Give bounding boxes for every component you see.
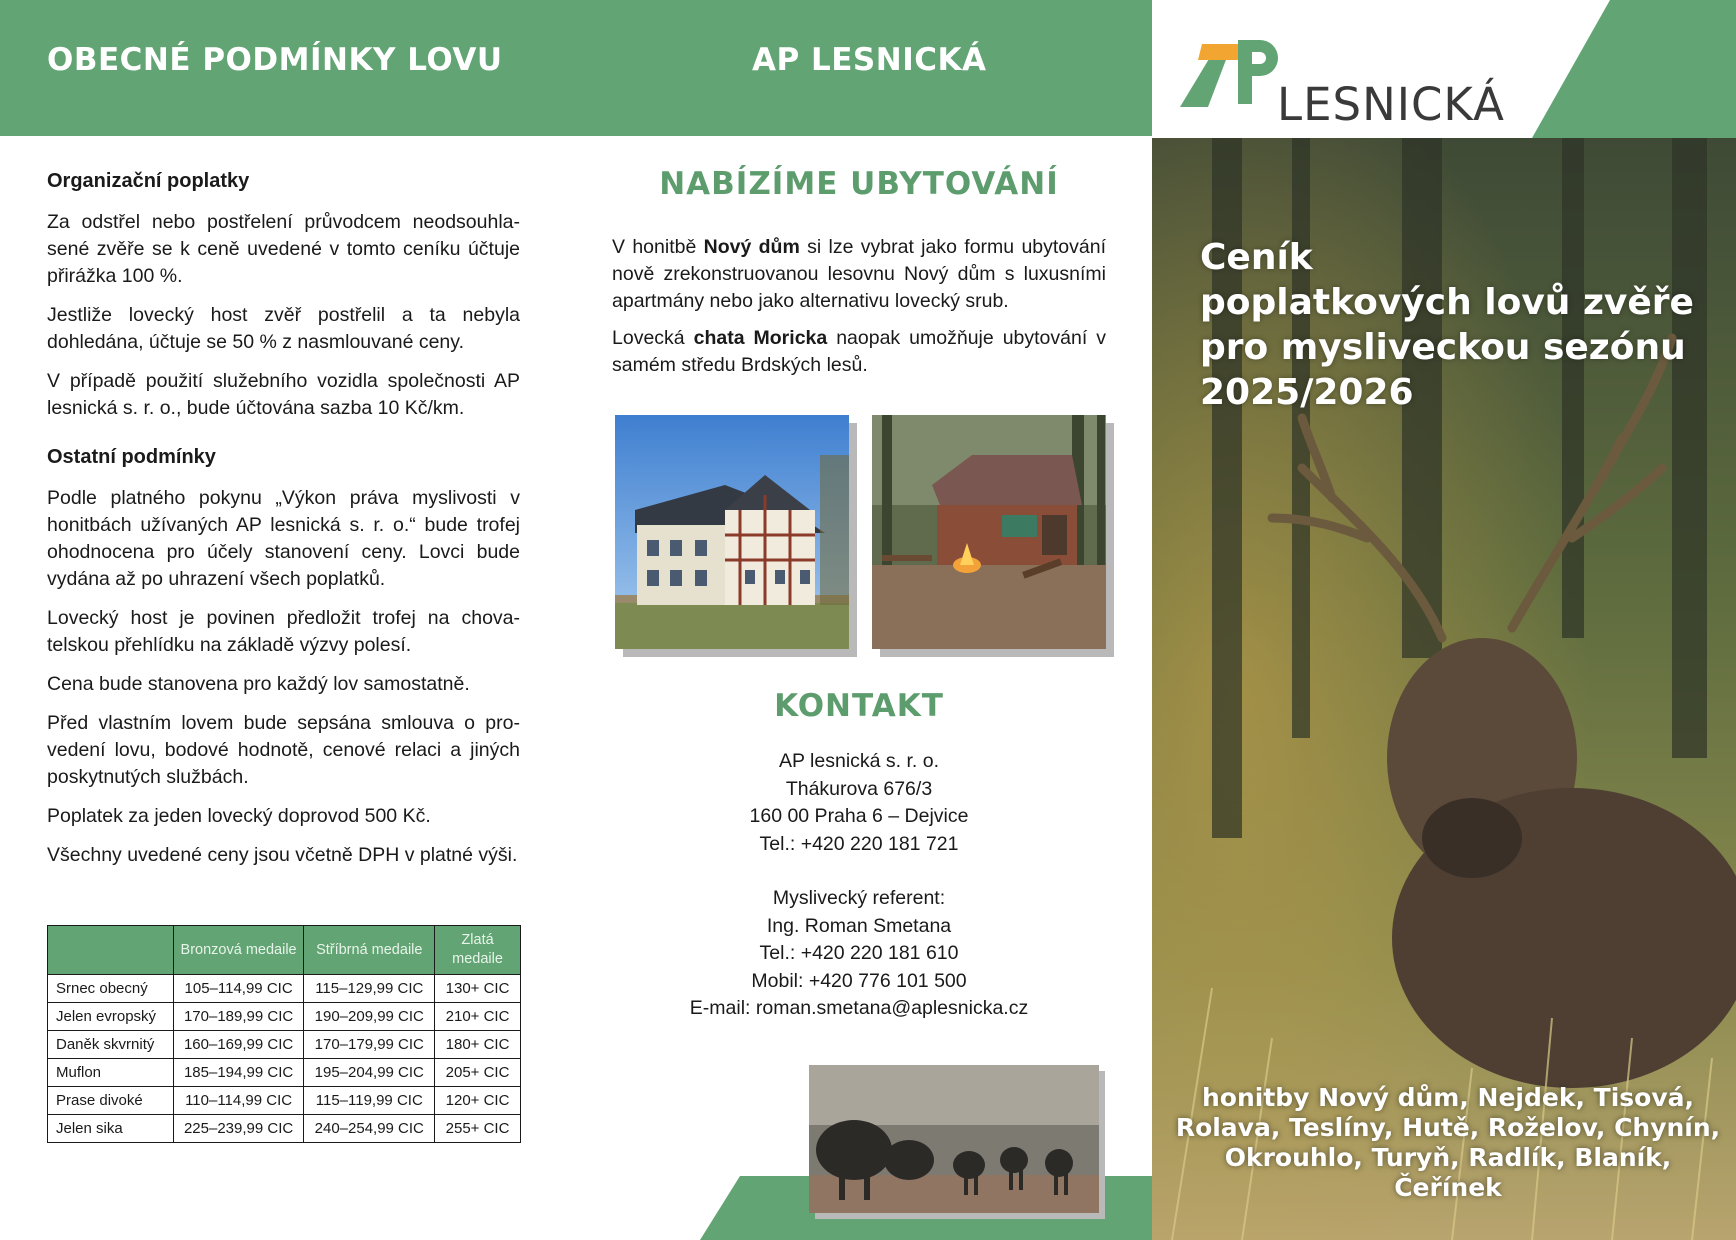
- table-cell: 160–169,99 CIC: [173, 1031, 304, 1059]
- referent-mobile: Mobil: +420 776 101 500: [751, 969, 967, 992]
- cover-title: [1200, 235, 1720, 415]
- table-cell: 210+ CIC: [435, 1003, 521, 1031]
- cover-title-line: 2025/2026: [1200, 372, 1414, 413]
- table-row: [48, 1031, 521, 1059]
- table-header-cell: Zlatá medaile: [435, 926, 521, 975]
- logo-wordmark: LESNICKÁ: [1277, 78, 1505, 131]
- middle-panel-title: AP LESNICKÁ: [752, 42, 987, 78]
- referent-label: Myslivecký referent:: [772, 887, 946, 909]
- table-cell: 120+ CIC: [435, 1087, 521, 1115]
- paragraph: Cena bude stanovena pro každý lov samostatně.: [47, 673, 470, 695]
- city-address: 160 00 Praha 6 – Dejvice: [749, 805, 969, 827]
- cabin-photo: [872, 415, 1106, 649]
- table-cell: 185–194,99 CIC: [173, 1059, 304, 1087]
- paragraph: Před vlastním lovem bude sepsána smlouva o pro-vedení lovu, bodové hodnotě, cenové relaci a jiných poskytnutých službách.: [47, 712, 520, 788]
- table-cell: 240–254,99 CIC: [304, 1115, 435, 1143]
- company-logo: [1180, 32, 1290, 117]
- contact-heading-wrap: [612, 688, 1106, 724]
- table-cell: Muflon: [48, 1059, 174, 1087]
- table-cell: 105–114,99 CIC: [173, 975, 304, 1003]
- company-phone: Tel.: +420 220 181 721: [759, 832, 959, 855]
- table-cell: 180+ CIC: [435, 1031, 521, 1059]
- left-panel-title: OBECNÉ PODMÍNKY LOVU: [47, 42, 503, 78]
- wild-boar-photo: [809, 1065, 1099, 1213]
- paragraph: Jestliže lovecký host zvěř postřelil a ta nebyla dohledána, účtuje se 50 % z nasmlouvané ceny.: [47, 304, 520, 353]
- contact-block: [612, 748, 1106, 1023]
- table-row: [48, 1003, 521, 1031]
- table-cell: 170–189,99 CIC: [173, 1003, 304, 1031]
- table-cell: 255+ CIC: [435, 1115, 521, 1143]
- paragraph: V případě použití služebního vozidla společnosti AP lesnická s. r. o., bude účtována sazba 10 Kč/km.: [47, 370, 520, 419]
- table-row: [48, 975, 521, 1003]
- company-name: AP lesnická s. r. o.: [778, 750, 940, 772]
- paragraph: Lovecký host je povinen předložit trofej na chova-telskou přehlídku na základě výzvy polesí.: [47, 607, 520, 656]
- table-cell: 225–239,99 CIC: [173, 1115, 304, 1143]
- table-cell: 115–129,99 CIC: [304, 975, 435, 1003]
- table-cell: 110–114,99 CIC: [173, 1087, 304, 1115]
- table-header-cell: Stříbrná medaile: [304, 926, 435, 975]
- table-cell: 115–119,99 CIC: [304, 1087, 435, 1115]
- table-row: [48, 1087, 521, 1115]
- referent-email: E-mail: roman.smetana@aplesnicka.cz: [689, 997, 1029, 1019]
- table-header-cell: [48, 926, 174, 975]
- section-title-fees: Organizační poplatky: [47, 170, 250, 192]
- referent-phone: Tel.: +420 220 181 610: [759, 942, 959, 964]
- top-banner: [0, 0, 1152, 136]
- table-row: [48, 1115, 521, 1143]
- accommodation-paragraph: Lovecká chata Moricka naopak umožňuje ubytování v samém středu Brdských lesů.: [612, 327, 1106, 376]
- cover-title-line: poplatkových lovů zvěře: [1200, 282, 1694, 323]
- cover-title-line: pro mysliveckou sezónu: [1200, 327, 1686, 368]
- cover-title-line: Ceník: [1200, 237, 1313, 278]
- contact-title: KONTAKT: [774, 688, 944, 724]
- table-cell: 205+ CIC: [435, 1059, 521, 1087]
- paragraph: Za odstřel nebo postřelení průvodcem neodsouhla-sené zvěře se k ceně uvedené v tomto ceníku účtuje přirážka 100 %.: [47, 211, 520, 287]
- ap-logo-mark-icon: [1180, 32, 1290, 112]
- table-cell: 195–204,99 CIC: [304, 1059, 435, 1087]
- regions-line: Okrouhlo, Turyň, Radlík, Blaník, Čeřínek: [1224, 1143, 1672, 1202]
- table-row: [48, 1059, 521, 1087]
- paragraph: Všechny uvedené ceny jsou včetně DPH v platné výši.: [47, 844, 518, 866]
- paragraph: Poplatek za jeden lovecký doprovod 500 Kč.: [47, 805, 431, 827]
- table-cell: 190–209,99 CIC: [304, 1003, 435, 1031]
- referent-name: Ing. Roman Smetana: [766, 914, 952, 937]
- regions-line: honitby Nový dům, Nejdek, Tisová,: [1202, 1083, 1694, 1112]
- table-cell: Jelen evropský: [48, 1003, 174, 1031]
- table-cell: Prase divoké: [48, 1087, 174, 1115]
- hunting-grounds-list: [1172, 1083, 1724, 1203]
- accommodation-paragraph: V honitbě Nový dům si lze vybrat jako formu ubytování nově zrekonstruovanou lesovnu Nový dům s luxusními apartmány nebo jako alternativu lovecký srub.: [612, 236, 1106, 312]
- accommodation-title: NABÍZÍME UBYTOVÁNÍ: [659, 166, 1059, 202]
- table-cell: 170–179,99 CIC: [304, 1031, 435, 1059]
- table-header-row: [48, 926, 521, 975]
- street-address: Thákurova 676/3: [785, 777, 933, 800]
- general-conditions: [47, 168, 520, 881]
- accommodation-section: [612, 166, 1106, 389]
- paragraph: Podle platného pokynu „Výkon práva myslivosti v honitbách užívaných AP lesnická s. r. o.“ bude trofej ohodnocena pro účely stanovení ceny. Lovci bude vydána až po uhrazení všech poplatků.: [47, 487, 520, 590]
- table-cell: Jelen sika: [48, 1115, 174, 1143]
- regions-line: Rolava, Teslíny, Hutě, Roželov, Chynín,: [1175, 1113, 1721, 1142]
- table-cell: Srnec obecný: [48, 975, 174, 1003]
- table-cell: Daněk skvrnitý: [48, 1031, 174, 1059]
- table-header-cell: Bronzová medaile: [173, 926, 304, 975]
- cover-panel: [1152, 0, 1736, 1240]
- lodge-photo: [615, 415, 849, 649]
- section-title-other: Ostatní podmínky: [47, 446, 216, 468]
- table-cell: 130+ CIC: [435, 975, 521, 1003]
- medal-price-table: [47, 925, 521, 1143]
